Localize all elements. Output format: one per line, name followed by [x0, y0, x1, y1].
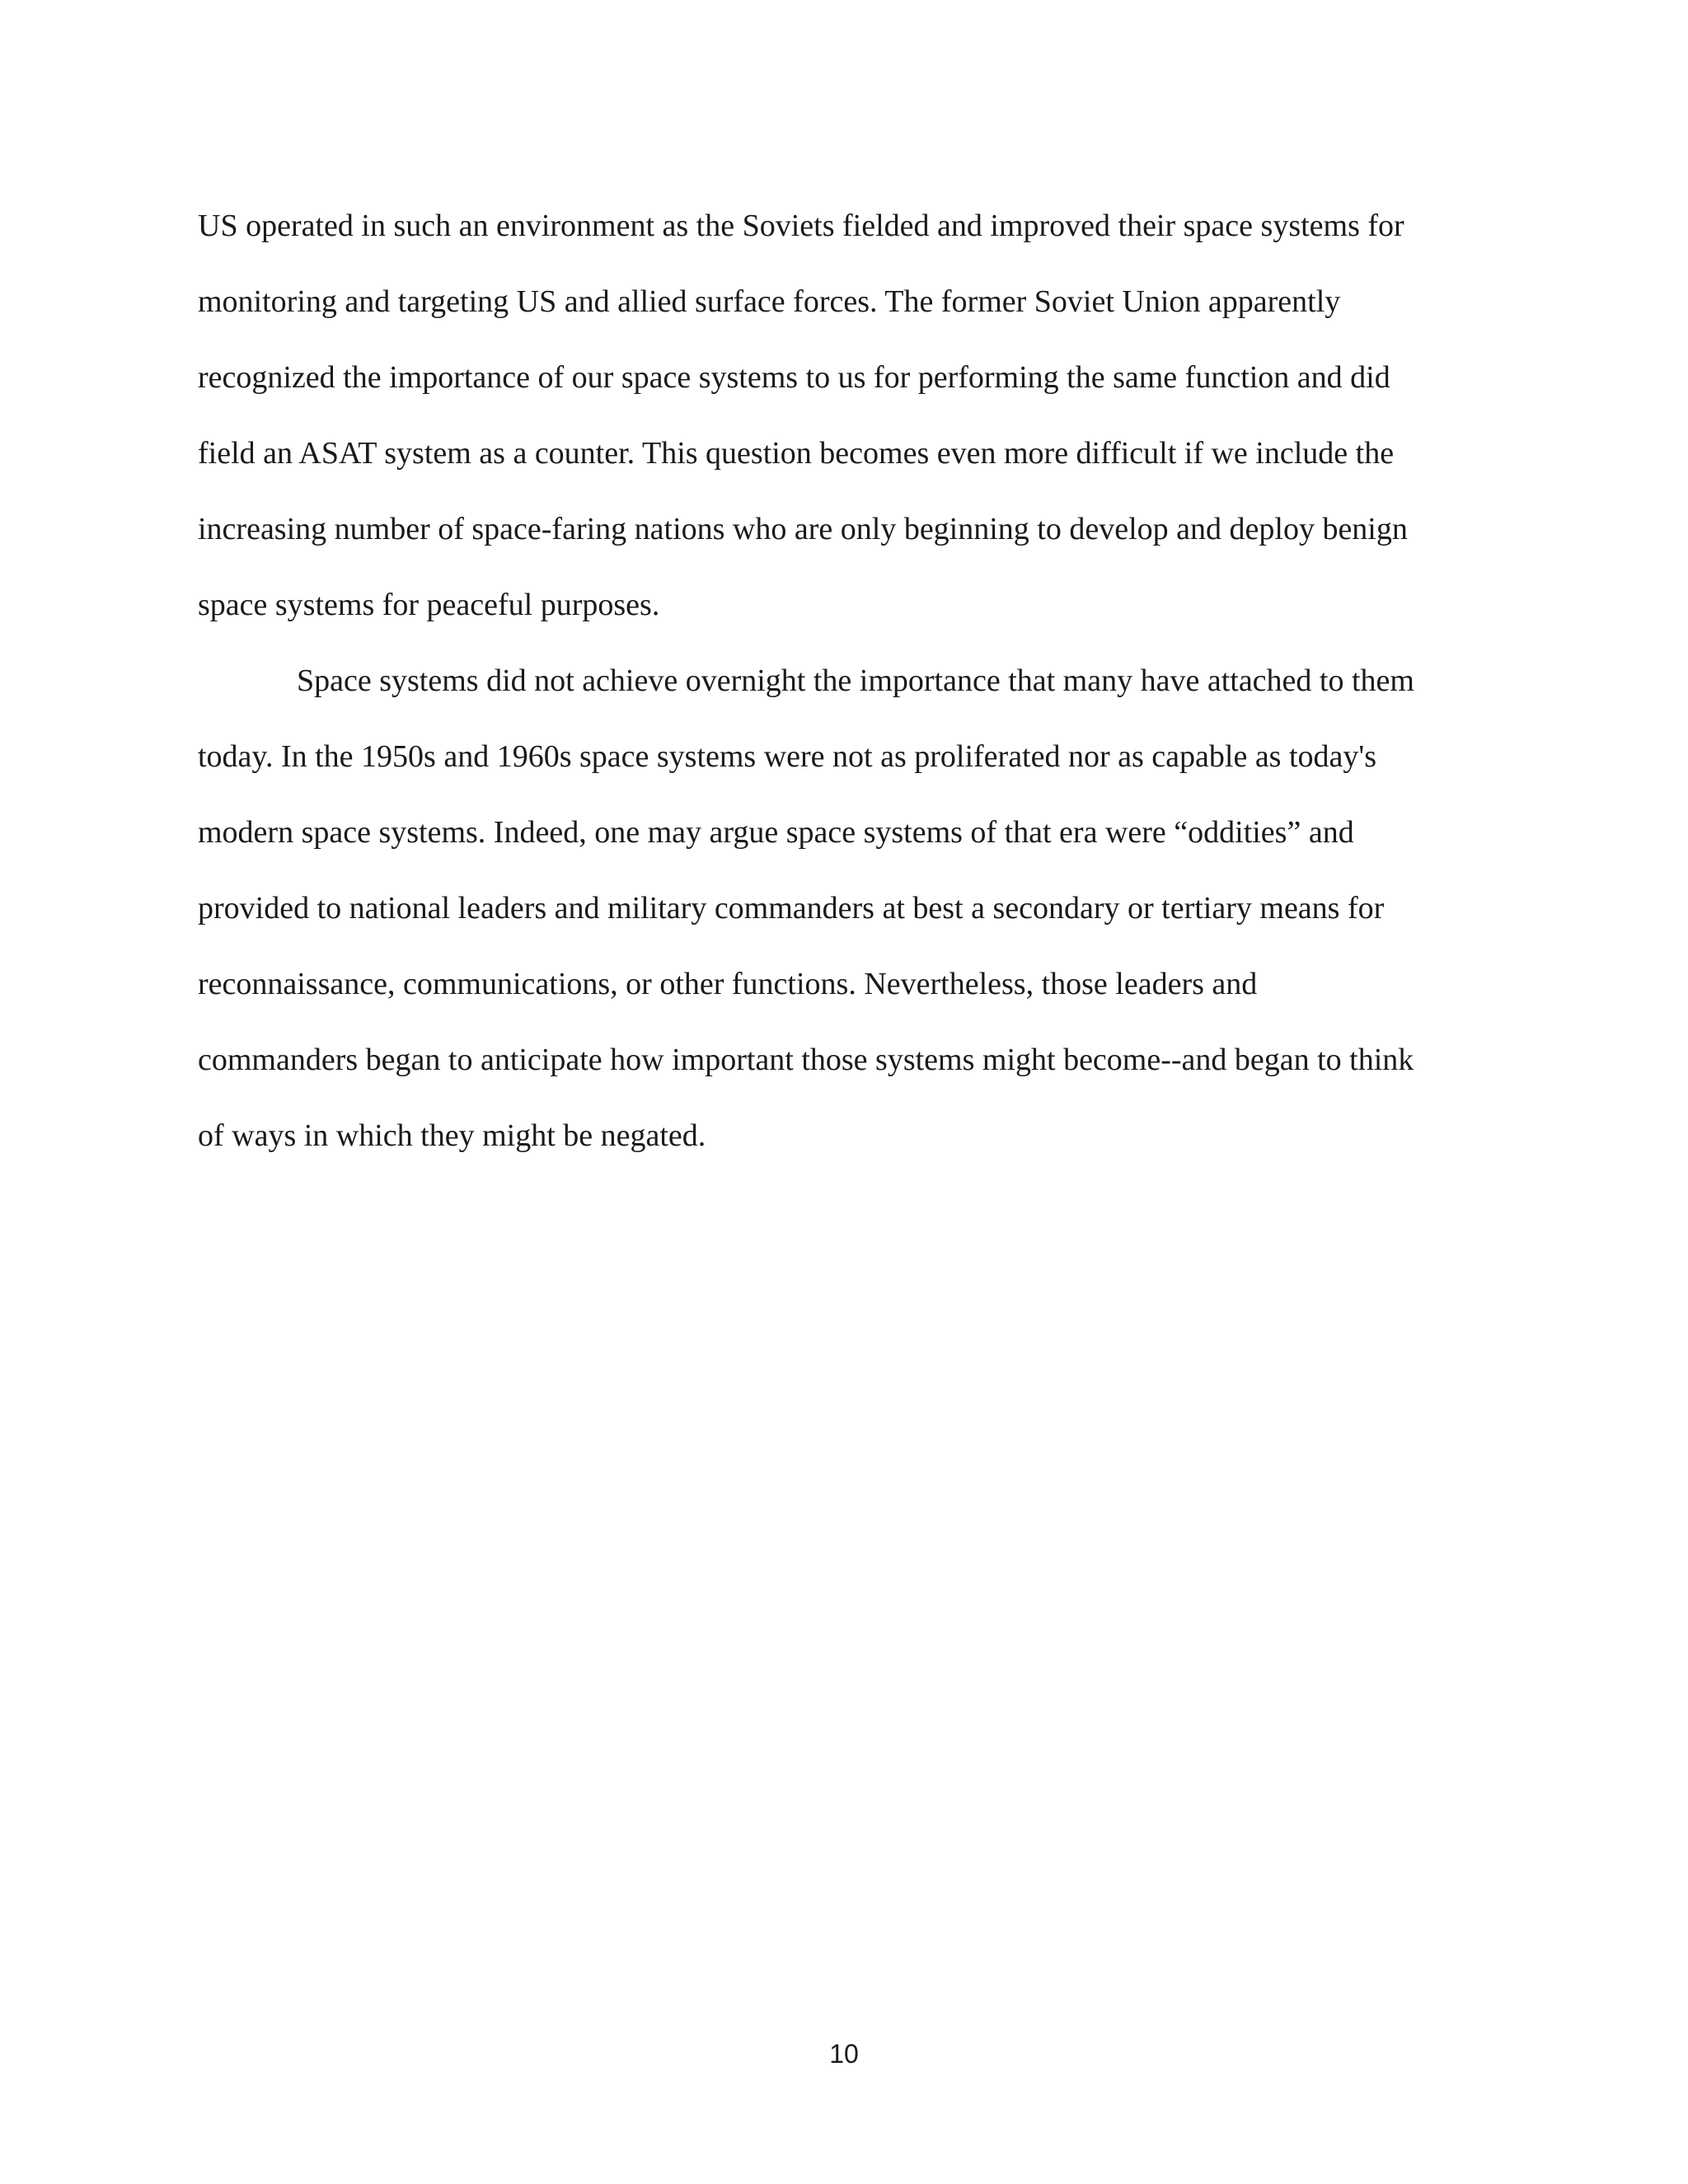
text-line: space systems for peaceful purposes. — [198, 588, 660, 622]
text-line: field an ASAT system as a counter. This question becomes even more difficult if we include the — [198, 436, 1395, 471]
text-line: recognized the importance of our space systems to us for performing the same function and did — [198, 360, 1390, 395]
paragraph-2 — [198, 643, 1500, 1174]
text-line: of ways in which they might be negated. — [198, 1118, 706, 1153]
text-line: today. In the 1950s and 1960s space systems were not as proliferated nor as capable as today's — [198, 739, 1377, 774]
text-line: reconnaissance, communications, or other functions. Nevertheless, those leaders and — [198, 967, 1258, 1001]
text-line-indented: Space systems did not achieve overnight the importance that many have attached to them — [297, 663, 1414, 698]
text-line: US operated in such an environment as the Soviets fielded and improved their space systems for — [198, 209, 1404, 243]
text-line: increasing number of space-faring nations who are only beginning to develop and deploy benign — [198, 512, 1408, 546]
page-number: 10 — [829, 2039, 859, 2069]
text-line: commanders began to anticipate how important those systems might become--and began to think — [198, 1043, 1414, 1077]
text-line: monitoring and targeting US and allied surface forces. The former Soviet Union apparently — [198, 284, 1341, 319]
text-line: modern space systems. Indeed, one may argue space systems of that era were “oddities” and — [198, 815, 1354, 850]
body-text — [198, 188, 1500, 1174]
text-line: provided to national leaders and military commanders at best a secondary or tertiary means for — [198, 891, 1385, 926]
paragraph-1 — [198, 188, 1500, 643]
